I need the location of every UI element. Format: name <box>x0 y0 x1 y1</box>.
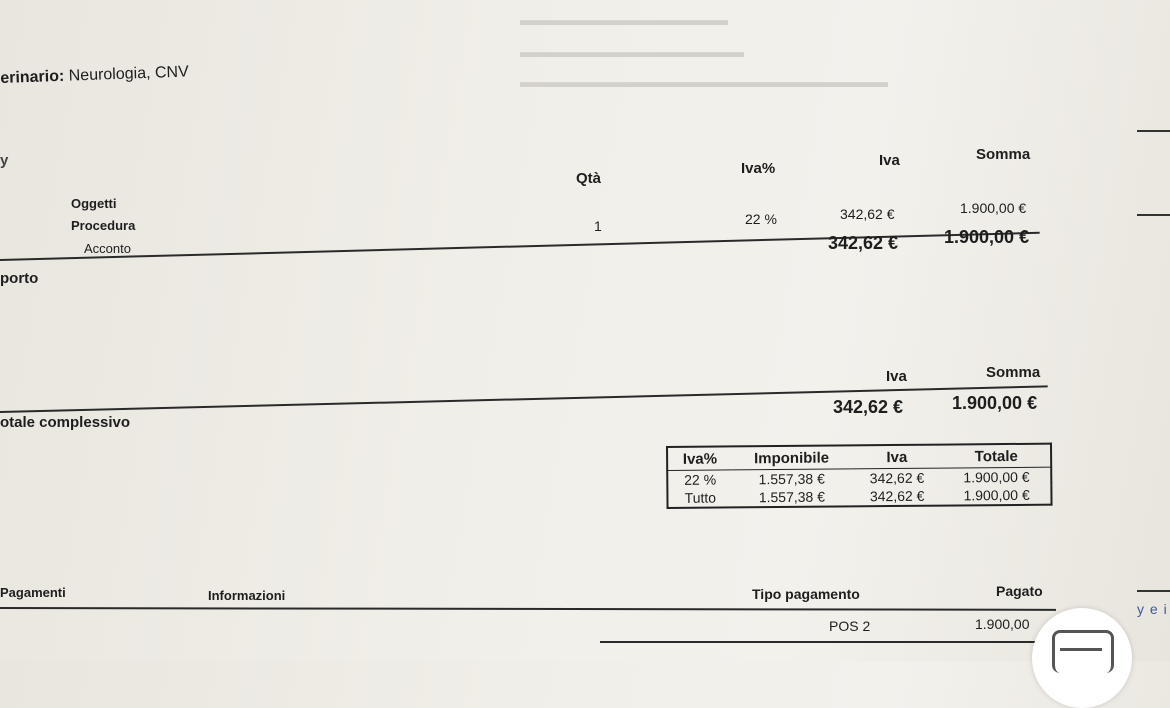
vat-summary-cell: Tutto <box>684 489 717 506</box>
total-label: otale complessivo <box>0 414 131 431</box>
vat-summary-cell: 1.900,00 € <box>963 468 1030 486</box>
col-sum-header: Somma <box>976 146 1031 163</box>
adjacent-sheet-mark <box>1137 590 1170 592</box>
subtotal-sum: 1.900,00 € <box>944 227 1030 247</box>
show-through-text: ▬▬▬▬▬▬▬▬▬▬▬▬▬ <box>520 12 728 29</box>
adjacent-sheet-mark <box>1137 214 1170 216</box>
item-name-2: Procedura <box>71 218 136 233</box>
col-vat-pct-header: Iva% <box>741 160 776 177</box>
payment-paid-label: Pagato <box>996 583 1043 599</box>
vat-summary-header: Iva% <box>667 446 732 470</box>
vat-summary-cell: 1.557,38 € <box>758 470 825 488</box>
item-name-3: Acconto <box>84 241 131 256</box>
total-vat: 342,62 € <box>833 397 904 417</box>
vat-summary-header: Iva <box>851 445 942 469</box>
section-label: porto <box>0 270 39 287</box>
payments-info-label: Informazioni <box>208 588 286 603</box>
subtotal-vat: 342,62 € <box>828 233 899 253</box>
department-value: Neurologia, CNV <box>68 63 190 85</box>
payment-type-label: Tipo pagamento <box>752 586 860 602</box>
payments-label: Pagamenti <box>0 585 66 600</box>
vat-summary-cell: 342,62 € <box>869 469 925 487</box>
total-sum: 1.900,00 € <box>952 393 1038 413</box>
vat-summary-cell: 22 % <box>684 471 717 488</box>
show-through-text: ▬▬▬▬▬▬▬▬▬▬▬▬▬▬ <box>520 44 744 61</box>
vat-summary-cell: 342,62 € <box>869 487 925 505</box>
scan-icon-line <box>1060 648 1102 651</box>
col-vat-header: Iva <box>879 152 900 169</box>
item-name-1: Oggetti <box>71 196 117 211</box>
item-vat: 342,62 € <box>840 206 895 222</box>
col-qty-header: Qtà <box>576 170 602 187</box>
total-sum-header: Somma <box>986 364 1041 381</box>
vat-summary-header-row <box>667 444 1051 471</box>
payment-row-divider <box>600 641 1040 643</box>
adjacent-sheet-text: y e i <box>1137 601 1168 617</box>
payment-type-value: POS 2 <box>829 618 871 634</box>
payments-divider <box>0 607 1056 610</box>
total-vat-header: Iva <box>886 368 907 385</box>
payment-paid-value: 1.900,00 <box>975 616 1030 632</box>
vat-summary-header: Totale <box>942 444 1051 468</box>
table-row <box>667 486 1051 508</box>
cut-letter: y <box>0 152 9 169</box>
scan-icon <box>1052 630 1114 673</box>
department-line <box>0 63 189 88</box>
item-qty: 1 <box>594 218 602 234</box>
adjacent-sheet-mark <box>1137 130 1170 132</box>
vat-summary-cell: 1.557,38 € <box>758 488 826 506</box>
show-through-text: ▬▬▬▬▬▬▬▬▬▬▬▬▬▬▬▬▬▬▬▬▬▬▬ <box>520 74 888 91</box>
vat-summary-table <box>666 443 1053 509</box>
vat-summary-header: Imponibile <box>732 445 852 470</box>
department-label: erinario: <box>0 67 65 87</box>
item-sum: 1.900,00 € <box>960 200 1027 216</box>
vat-summary-cell: 1.900,00 € <box>963 486 1030 504</box>
item-vat-pct: 22 % <box>745 211 777 227</box>
